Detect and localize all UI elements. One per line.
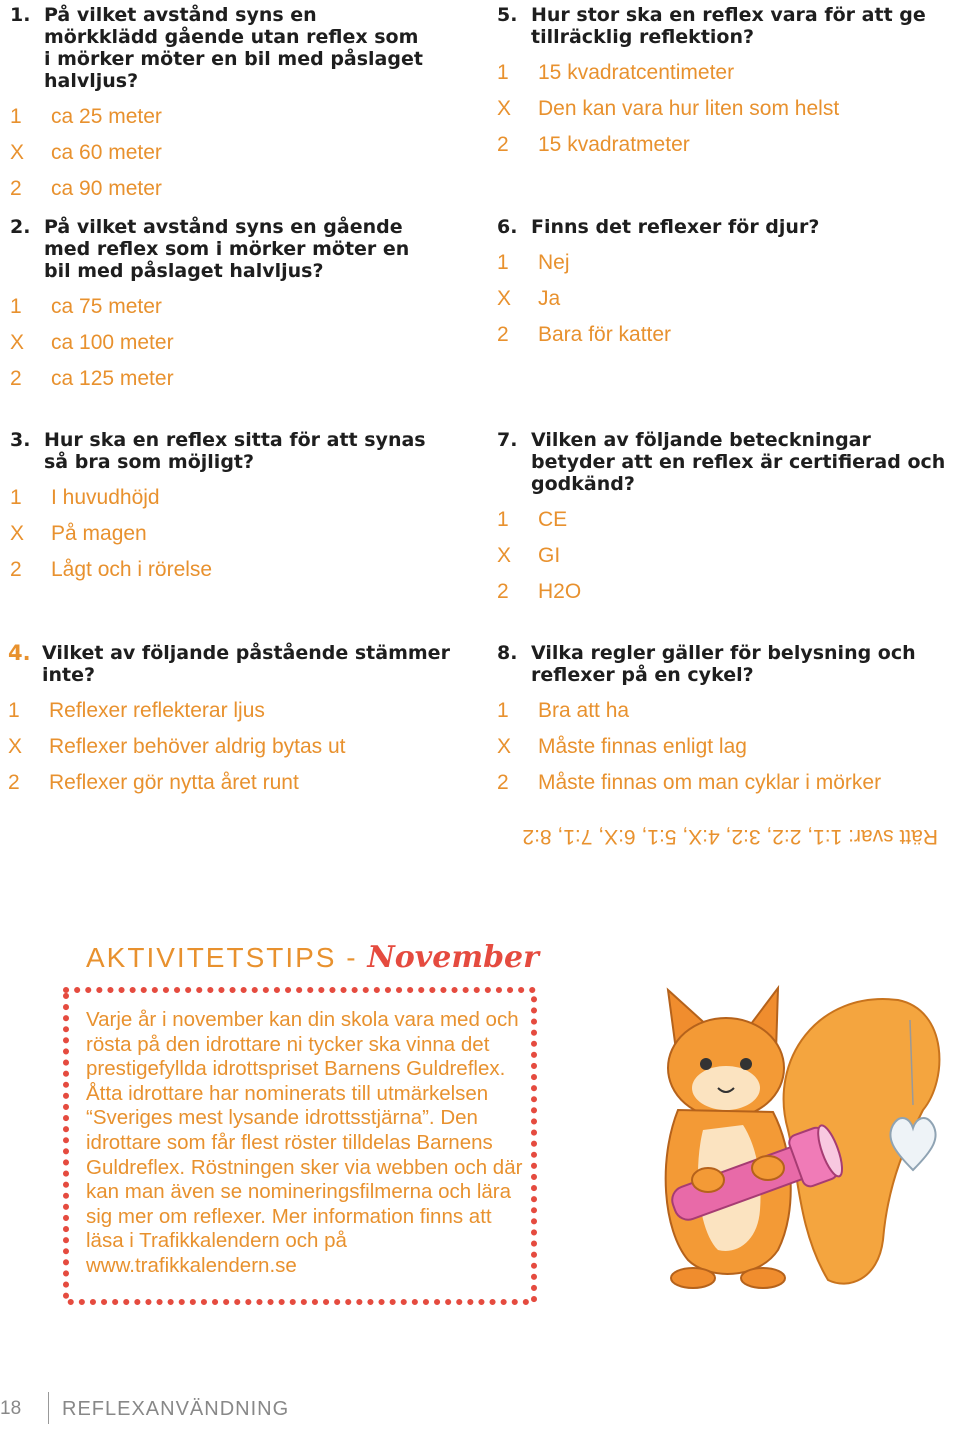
question-4 (8, 642, 468, 794)
question-number: 8. (497, 642, 518, 664)
answer-key-upside-down: Rätt svar: 1:1, 2:2, 3:2, 4:X, 5:1, 6:X, 7:1, 8:2 (522, 825, 938, 848)
answer-option: X Reflexer behöver aldrig bytas ut (8, 735, 346, 758)
page-number: 18 (0, 1398, 22, 1419)
tips-body-text: Varje år i november kan din skola vara med och rösta på den idrottare ni tycker ska vinna det prestigefyllda idrottspriset Barnens Guldreflex. Åtta idrottare har nominerats till utmärkelsen “Sveriges mest lysande idrottsstjärna”. Den idrottare som får flest röster tilldelas Barnens Guldreflex. Röstningen sker via webben och där kan man även se nomineringsfilmerna och lära sig mer om reflexer. Mer information finns att läsa i Trafikkalendern och på (86, 1008, 523, 1253)
section-title: REFLEXANVÄNDNING (62, 1398, 290, 1420)
tips-heading-month: November (367, 940, 539, 975)
answer-option: X ca 100 meter (10, 331, 174, 354)
answer-option: 1 ca 75 meter (10, 295, 162, 318)
question-number: 6. (497, 216, 518, 238)
question-7 (497, 429, 952, 603)
question-5 (497, 4, 927, 156)
answer-option: 1 Bra att ha (497, 699, 630, 722)
answer-option: 2 15 kvadratmeter (497, 133, 690, 156)
question-text: Hur ska en reflex sitta för att synas så bra som möjligt? (44, 429, 426, 473)
tips-body (86, 1008, 526, 1279)
answer-option: 1 15 kvadratcentimeter (497, 61, 735, 84)
question-text: Finns det reflexer för djur? (531, 216, 820, 238)
question-number: 4. (8, 641, 31, 665)
answer-option: X Måste finnas enligt lag (497, 735, 747, 758)
answer-option: 2 Måste finnas om man cyklar i mörker (497, 771, 882, 794)
answer-option: 1 Nej (497, 251, 570, 274)
question-number: 1. (10, 4, 31, 26)
question-number: 7. (497, 429, 518, 451)
squirrel-illustration (648, 980, 948, 1300)
answer-option: 1 Reflexer reflekterar ljus (8, 699, 265, 722)
question-text: Hur stor ska en reflex vara för att ge tillräcklig reflektion? (531, 4, 926, 48)
answer-option: X På magen (10, 522, 147, 545)
tips-box (62, 986, 538, 1306)
question-2 (10, 216, 430, 390)
question-number: 2. (10, 216, 31, 238)
question-1 (10, 4, 430, 200)
question-6 (497, 216, 927, 346)
tips-heading (86, 940, 539, 975)
answer-option: X Ja (497, 287, 561, 310)
answer-option: X GI (497, 544, 561, 567)
answer-option: 2 Bara för katter (497, 323, 672, 346)
question-text: På vilket avstånd syns en gående med reflex som i mörker möter en bil med påslaget halvljus? (44, 216, 410, 282)
question-text: Vilka regler gäller för belysning och reflexer på en cykel? (531, 642, 916, 686)
answer-option: 2 Reflexer gör nytta året runt (8, 771, 299, 794)
question-number: 5. (497, 4, 518, 26)
question-number: 3. (10, 429, 31, 451)
answer-option: 1 ca 25 meter (10, 105, 162, 128)
trafikkalendern-link[interactable]: www.trafikkalendern.se (86, 1253, 297, 1277)
answer-option: 2 H2O (497, 580, 582, 603)
squirrel-eye (700, 1058, 712, 1070)
question-text: Vilken av följande beteckningar betyder att en reflex är certifierad och godkänd? (531, 429, 946, 495)
question-text: Vilket av följande påstående stämmer inte? (42, 642, 450, 686)
answer-option: 1 CE (497, 508, 568, 531)
answer-option: X Den kan vara hur liten som helst (497, 97, 840, 120)
squirrel-eye (740, 1058, 752, 1070)
answer-option: 2 Lågt och i rörelse (10, 558, 213, 581)
tips-heading-label: AKTIVITETSTIPS - (86, 942, 368, 973)
question-8 (497, 642, 927, 794)
footer-divider (48, 1392, 49, 1424)
question-text: På vilket avstånd syns en mörkklädd gående utan reflex som i mörker möter en bil med påslaget halvljus? (44, 4, 423, 92)
answer-option: 2 ca 125 meter (10, 367, 174, 390)
answer-option: 1 I huvudhöjd (10, 486, 160, 509)
answer-option: 2 ca 90 meter (10, 177, 162, 200)
answer-option: X ca 60 meter (10, 141, 162, 164)
page-footer (0, 1392, 400, 1424)
question-3 (10, 429, 450, 581)
